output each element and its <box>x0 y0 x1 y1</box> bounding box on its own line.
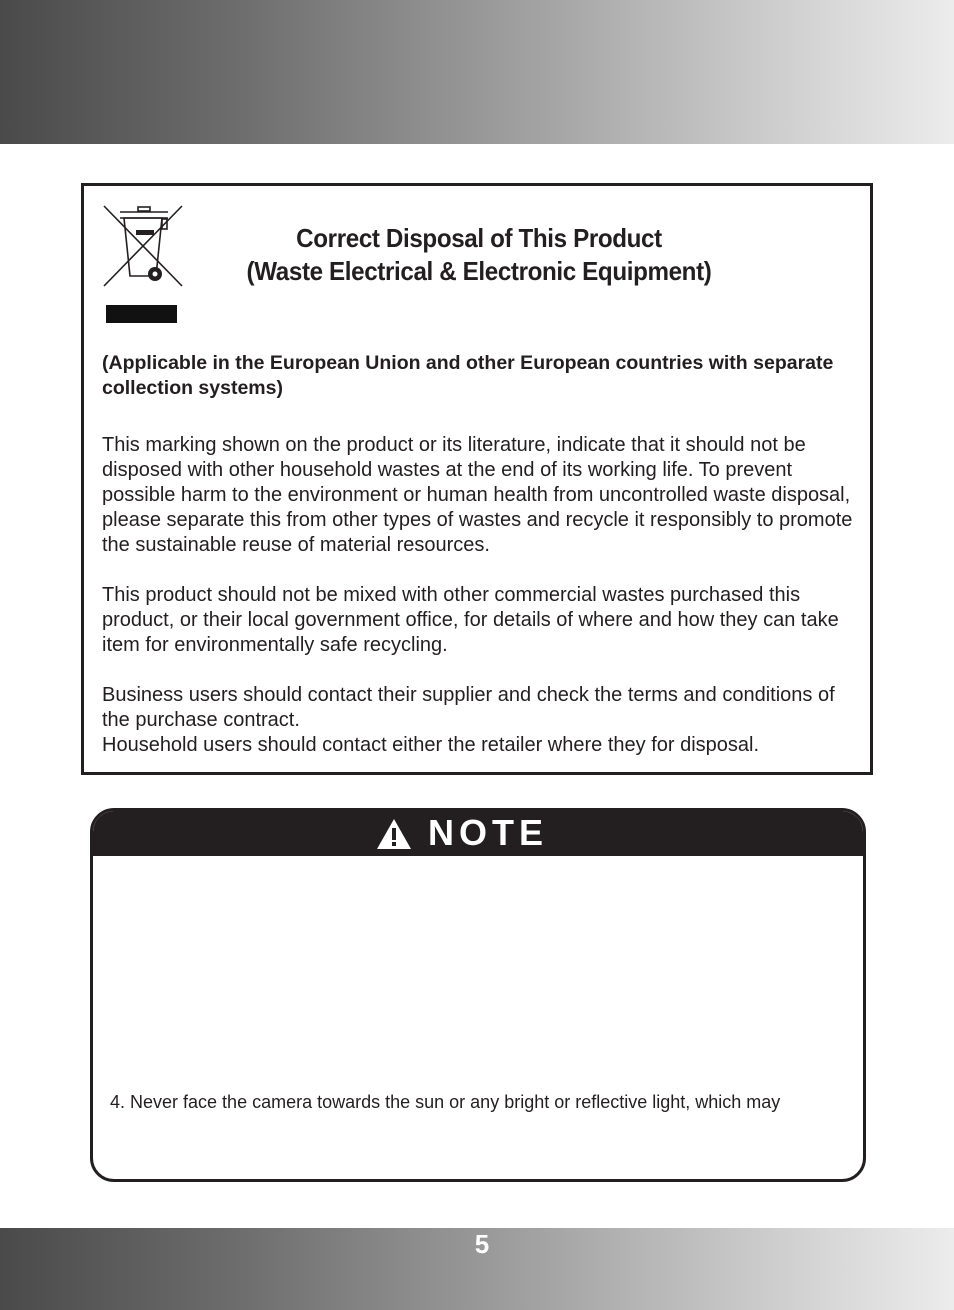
weee-disposal-box <box>81 183 873 775</box>
note-box <box>90 808 866 1182</box>
disposal-paragraph-2: This product should not be mixed with other commercial wastes purchased this product, or their local government office, for details of where and how they can take item for environmentally safe recycling. <box>102 584 839 656</box>
note-header <box>93 811 863 856</box>
weee-date-bar <box>106 305 177 323</box>
disposal-title-line2: (Waste Electrical & Electronic Equipment) <box>246 256 712 286</box>
disposal-paragraph-1: This marking shown on the product or its literature, indicate that it should not be disposed with other household wastes at the end of its working life. To prevent possible harm to the environment or human health from uncontrolled waste disposal, please separate this from other types of wastes and recycle it responsibly to promote the sustainable reuse of material resources. <box>102 434 853 556</box>
note-item-4: 4. Never face the camera towards the sun or any bright or reflective light, which may <box>110 1092 781 1112</box>
disposal-title <box>223 222 735 288</box>
disposal-title-line1: Correct Disposal of This Product <box>296 223 662 253</box>
warning-triangle-icon <box>376 818 412 850</box>
crossed-out-wheelie-bin-icon <box>102 204 186 288</box>
applicability-text: (Applicable in the European Union and other European countries with separate collection systems) <box>102 352 834 399</box>
disposal-paragraph-3b: Household users should contact either the retailer where they for disposal. <box>102 734 760 756</box>
header-gradient-band <box>0 0 954 144</box>
disposal-body <box>102 351 862 758</box>
note-title: NOTE <box>428 812 549 853</box>
page-number: 5 <box>474 1229 490 1259</box>
disposal-paragraph-3a: Business users should contact their supplier and check the terms and conditions of the purchase contract. <box>102 684 835 731</box>
